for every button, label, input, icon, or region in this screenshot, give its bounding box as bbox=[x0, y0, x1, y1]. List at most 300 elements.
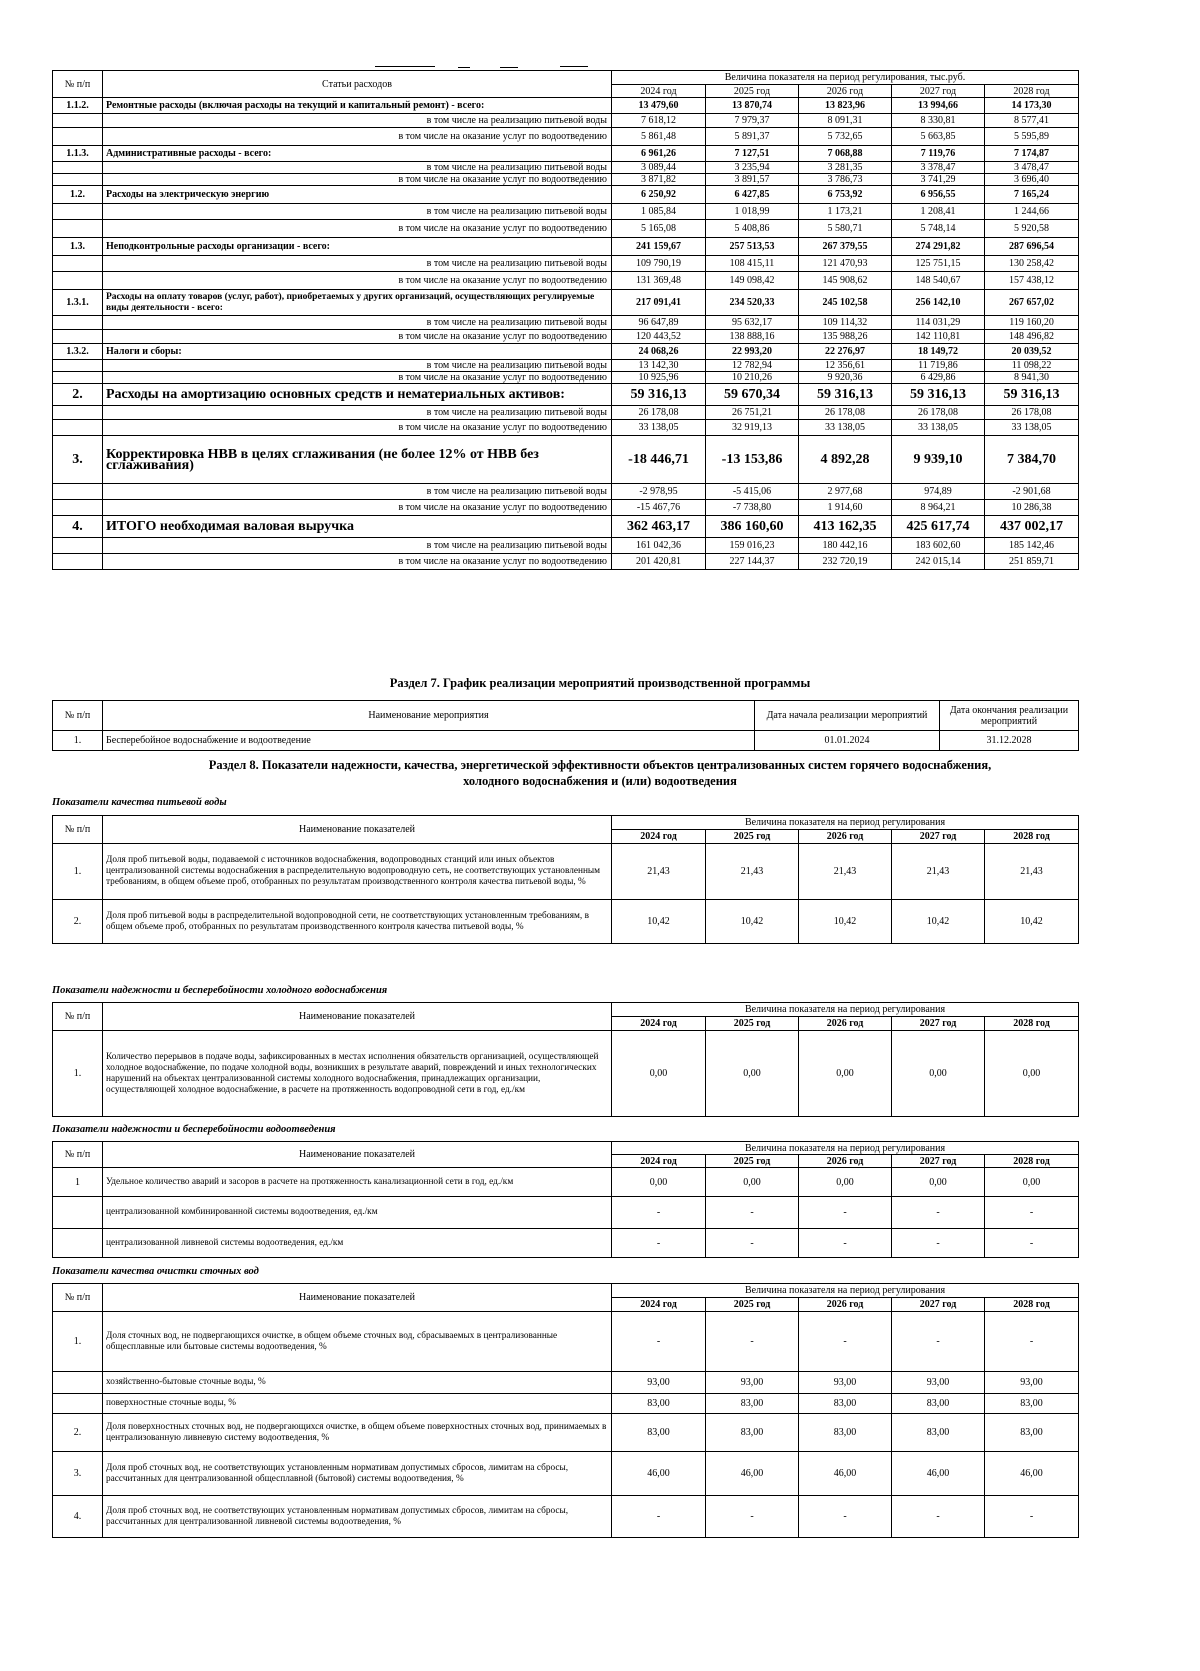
value-cell: 974,89 bbox=[892, 484, 985, 500]
value-cell: 7 174,87 bbox=[985, 146, 1079, 162]
value-cell: 149 098,42 bbox=[706, 272, 799, 290]
cost-row bbox=[53, 360, 1079, 372]
cost-row bbox=[53, 538, 1079, 554]
row-no: 2. bbox=[53, 384, 103, 406]
value-cell: 9 939,10 bbox=[892, 436, 985, 484]
col-period-header: Величина показателя на период регулирования bbox=[612, 1003, 1079, 1017]
row-label: в том числе на оказание услуг по водоотведению bbox=[103, 554, 612, 570]
value-cell: 4 892,28 bbox=[799, 436, 892, 484]
value-cell: 93,00 bbox=[612, 1372, 706, 1394]
value-cell: 183 602,60 bbox=[892, 538, 985, 554]
year-header: 2025 год bbox=[706, 1298, 799, 1312]
row-no bbox=[53, 538, 103, 554]
wastewater-treatment-quality-table bbox=[52, 1283, 1079, 1538]
row-no: 1.3.1. bbox=[53, 290, 103, 316]
value-cell: 3 281,35 bbox=[799, 162, 892, 174]
row-label: Расходы на электрическую энергию bbox=[103, 186, 612, 204]
value-cell: 114 031,29 bbox=[892, 316, 985, 330]
value-cell: 26 178,08 bbox=[892, 406, 985, 420]
col-name-header: Наименование мероприятия bbox=[103, 701, 755, 731]
row-label: в том числе на реализацию питьевой воды bbox=[103, 538, 612, 554]
value-cell: - bbox=[612, 1229, 706, 1258]
t4-subtitle: Показатели качества очистки сточных вод bbox=[52, 1266, 259, 1277]
value-cell: 10,42 bbox=[706, 900, 799, 944]
value-cell: 59 316,13 bbox=[799, 384, 892, 406]
col-no-header: № п/п bbox=[53, 1284, 103, 1312]
value-cell: 83,00 bbox=[799, 1414, 892, 1452]
row-no: 1. bbox=[53, 731, 103, 751]
value-cell: 83,00 bbox=[706, 1414, 799, 1452]
value-cell: 11 719,86 bbox=[892, 360, 985, 372]
table-row bbox=[53, 1414, 1079, 1452]
value-cell: -18 446,71 bbox=[612, 436, 706, 484]
row-label: Административные расходы - всего: bbox=[103, 146, 612, 162]
row-label: Количество перерывов в подаче воды, зафиксированных в местах исполнения обязательств организацией, осуществляющей холодное водоснабжение, по подаче холодной воды, возникших в результате аварий, повреждений и иных технологических нарушений на объектах централизованной системы холодного водоснабжения, принадлежащих организации, осуществляющей холодное водоснабжение, в расчете на протяженность водопроводной сети в год, ед./км bbox=[103, 1031, 612, 1117]
value-cell: 5 595,89 bbox=[985, 128, 1079, 146]
year-header: 2024 год bbox=[612, 85, 706, 98]
t2-subtitle: Показатели надежности и бесперебойности холодного водоснабжения bbox=[52, 985, 388, 996]
cost-row bbox=[53, 420, 1079, 436]
row-no bbox=[53, 360, 103, 372]
cost-row bbox=[53, 174, 1079, 186]
value-cell: 157 438,12 bbox=[985, 272, 1079, 290]
value-cell: 83,00 bbox=[892, 1394, 985, 1414]
value-cell: 5 748,14 bbox=[892, 220, 985, 238]
col-no-header: № п/п bbox=[53, 816, 103, 844]
cost-row bbox=[53, 406, 1079, 420]
value-cell: 0,00 bbox=[892, 1031, 985, 1117]
value-cell: 3 089,44 bbox=[612, 162, 706, 174]
value-cell: 0,00 bbox=[706, 1031, 799, 1117]
value-cell: 3 871,82 bbox=[612, 174, 706, 186]
row-no: 3. bbox=[53, 1452, 103, 1496]
value-cell: 119 160,20 bbox=[985, 316, 1079, 330]
value-cell: 10,42 bbox=[799, 900, 892, 944]
row-label: в том числе на реализацию питьевой воды bbox=[103, 256, 612, 272]
value-cell: 10 210,26 bbox=[706, 372, 799, 384]
row-label: Доля проб питьевой воды в распределительной водопроводной сети, не соответствующих установленным требованиям, в общем объеме проб, отобранных по результатам производственного контроля качества питьевой воды, % bbox=[103, 900, 612, 944]
row-label: Доля проб сточных вод, не соответствующих установленным нормативам допустимых сбросов, лимитам на сбросы, рассчитанных для централизованной общесплавной (бытовой) системы водоотведения, % bbox=[103, 1452, 612, 1496]
value-cell: 121 470,93 bbox=[799, 256, 892, 272]
row-no bbox=[53, 406, 103, 420]
value-cell: 3 741,29 bbox=[892, 174, 985, 186]
row-label: Доля сточных вод, не подвергающихся очистке, в общем объеме сточных вод, сбрасываемых в централизованные общесплавные или бытовые системы водоотведения, % bbox=[103, 1312, 612, 1372]
value-cell: 241 159,67 bbox=[612, 238, 706, 256]
row-no bbox=[53, 1372, 103, 1394]
value-cell: 59 670,34 bbox=[706, 384, 799, 406]
value-cell: 242 015,14 bbox=[892, 554, 985, 570]
table-row bbox=[53, 1496, 1079, 1538]
col-name-header: Наименование показателей bbox=[103, 816, 612, 844]
value-cell: 22 276,97 bbox=[799, 344, 892, 360]
value-cell: 251 859,71 bbox=[985, 554, 1079, 570]
value-cell: 46,00 bbox=[706, 1452, 799, 1496]
value-cell: 11 098,22 bbox=[985, 360, 1079, 372]
value-cell: 32 919,13 bbox=[706, 420, 799, 436]
row-no: 1 bbox=[53, 1168, 103, 1197]
cost-row bbox=[53, 330, 1079, 344]
drinking-water-quality-table bbox=[52, 815, 1079, 944]
value-cell: 0,00 bbox=[612, 1031, 706, 1117]
value-cell: 83,00 bbox=[799, 1394, 892, 1414]
value-cell: 7 979,37 bbox=[706, 114, 799, 128]
year-header: 2028 год bbox=[985, 1017, 1079, 1031]
year-header: 2025 год bbox=[706, 1155, 799, 1168]
section8-title-line2: холодного водоснабжения и (или) водоотведения bbox=[463, 774, 737, 788]
row-label: хозяйственно-бытовые сточные воды, % bbox=[103, 1372, 612, 1394]
value-cell: 5 580,71 bbox=[799, 220, 892, 238]
year-header: 2025 год bbox=[706, 830, 799, 844]
value-cell: 256 142,10 bbox=[892, 290, 985, 316]
value-cell: -15 467,76 bbox=[612, 500, 706, 516]
row-no bbox=[53, 220, 103, 238]
row-no: 1.3.2. bbox=[53, 344, 103, 360]
value-cell: 13 870,74 bbox=[706, 98, 799, 114]
cost-row bbox=[53, 484, 1079, 500]
value-cell: 3 478,47 bbox=[985, 162, 1079, 174]
value-cell: 10,42 bbox=[985, 900, 1079, 944]
value-cell: 2 977,68 bbox=[799, 484, 892, 500]
value-cell: 59 316,13 bbox=[892, 384, 985, 406]
year-header: 2027 год bbox=[892, 85, 985, 98]
row-no bbox=[53, 372, 103, 384]
value-cell: 274 291,82 bbox=[892, 238, 985, 256]
col-name-header: Наименование показателей bbox=[103, 1284, 612, 1312]
value-cell: 437 002,17 bbox=[985, 516, 1079, 538]
value-cell: 3 235,94 bbox=[706, 162, 799, 174]
row-no bbox=[53, 256, 103, 272]
row-no: 1. bbox=[53, 1031, 103, 1117]
value-cell: 5 408,86 bbox=[706, 220, 799, 238]
row-no: 2. bbox=[53, 1414, 103, 1452]
row-no: 1.1.2. bbox=[53, 98, 103, 114]
table-row bbox=[53, 1452, 1079, 1496]
value-cell: 7 119,76 bbox=[892, 146, 985, 162]
value-cell: 10 286,38 bbox=[985, 500, 1079, 516]
row-label: в том числе на реализацию питьевой воды bbox=[103, 484, 612, 500]
value-cell: 93,00 bbox=[985, 1372, 1079, 1394]
col-period-header: Величина показателя на период регулирования bbox=[612, 816, 1079, 830]
value-cell: 26 178,08 bbox=[612, 406, 706, 420]
value-cell: - bbox=[985, 1197, 1079, 1229]
row-no: 1.2. bbox=[53, 186, 103, 204]
value-cell: 0,00 bbox=[706, 1168, 799, 1197]
cost-row bbox=[53, 114, 1079, 128]
value-cell: 12 782,94 bbox=[706, 360, 799, 372]
value-cell: -7 738,80 bbox=[706, 500, 799, 516]
row-no: 1.1.3. bbox=[53, 146, 103, 162]
value-cell: 1 914,60 bbox=[799, 500, 892, 516]
row-no bbox=[53, 114, 103, 128]
row-label: поверхностные сточные воды, % bbox=[103, 1394, 612, 1414]
table-row bbox=[53, 1312, 1079, 1372]
year-header: 2028 год bbox=[985, 1298, 1079, 1312]
table-row bbox=[53, 844, 1079, 900]
row-label: в том числе на реализацию питьевой воды bbox=[103, 114, 612, 128]
cold-water-reliability-table bbox=[52, 1002, 1079, 1117]
value-cell: 12 356,61 bbox=[799, 360, 892, 372]
row-start-date: 01.01.2024 bbox=[755, 731, 940, 751]
value-cell: 5 663,85 bbox=[892, 128, 985, 146]
value-cell: 1 085,84 bbox=[612, 204, 706, 220]
cost-row bbox=[53, 554, 1079, 570]
row-label: Неподконтрольные расходы организации - всего: bbox=[103, 238, 612, 256]
cost-row bbox=[53, 516, 1079, 538]
value-cell: 6 753,92 bbox=[799, 186, 892, 204]
col-period-header: Величина показателя на период регулирования bbox=[612, 1284, 1079, 1298]
value-cell: 6 961,26 bbox=[612, 146, 706, 162]
year-header: 2027 год bbox=[892, 1017, 985, 1031]
value-cell: 362 463,17 bbox=[612, 516, 706, 538]
row-label: Удельное количество аварий и засоров в расчете на протяженность канализационной сети в год, ед./км bbox=[103, 1168, 612, 1197]
value-cell: 267 379,55 bbox=[799, 238, 892, 256]
row-label: Расходы на амортизацию основных средств и нематериальных активов: bbox=[103, 384, 612, 406]
row-label: ИТОГО необходимая валовая выручка bbox=[103, 516, 612, 538]
value-cell: - bbox=[612, 1312, 706, 1372]
value-cell: 13 142,30 bbox=[612, 360, 706, 372]
cost-row bbox=[53, 384, 1079, 406]
col-name-header: Наименование показателей bbox=[103, 1003, 612, 1031]
year-header: 2025 год bbox=[706, 1017, 799, 1031]
value-cell: 159 016,23 bbox=[706, 538, 799, 554]
value-cell: 185 142,46 bbox=[985, 538, 1079, 554]
value-cell: 3 378,47 bbox=[892, 162, 985, 174]
value-cell: 8 577,41 bbox=[985, 114, 1079, 128]
value-cell: 234 520,33 bbox=[706, 290, 799, 316]
value-cell: 120 443,52 bbox=[612, 330, 706, 344]
cost-row bbox=[53, 186, 1079, 204]
value-cell: 26 178,08 bbox=[799, 406, 892, 420]
section7-title: Раздел 7. График реализации мероприятий производственной программы bbox=[389, 676, 811, 690]
header-rule bbox=[560, 66, 588, 67]
value-cell: 5 891,37 bbox=[706, 128, 799, 146]
value-cell: 0,00 bbox=[892, 1168, 985, 1197]
value-cell: - bbox=[706, 1197, 799, 1229]
value-cell: 59 316,13 bbox=[985, 384, 1079, 406]
value-cell: 8 964,21 bbox=[892, 500, 985, 516]
col-end-header: Дата окончания реализации мероприятий bbox=[940, 701, 1079, 731]
table-row bbox=[53, 900, 1079, 944]
year-header: 2028 год bbox=[985, 1155, 1079, 1168]
value-cell: 10 925,96 bbox=[612, 372, 706, 384]
row-label: Ремонтные расходы (включая расходы на текущий и капитальный ремонт) - всего: bbox=[103, 98, 612, 114]
value-cell: 22 993,20 bbox=[706, 344, 799, 360]
t1-subtitle: Показатели качества питьевой воды bbox=[52, 797, 227, 808]
row-label: централизованной комбинированной системы водоотведения, ед./км bbox=[103, 1197, 612, 1229]
value-cell: 0,00 bbox=[799, 1168, 892, 1197]
row-label: в том числе на оказание услуг по водоотведению bbox=[103, 220, 612, 238]
value-cell: 125 751,15 bbox=[892, 256, 985, 272]
value-cell: 93,00 bbox=[706, 1372, 799, 1394]
value-cell: 1 244,66 bbox=[985, 204, 1079, 220]
value-cell: 5 732,65 bbox=[799, 128, 892, 146]
table-row bbox=[53, 1229, 1079, 1258]
row-label: в том числе на оказание услуг по водоотведению bbox=[103, 372, 612, 384]
col-no-header: № п/п bbox=[53, 701, 103, 731]
row-label: в том числе на оказание услуг по водоотведению bbox=[103, 272, 612, 290]
value-cell: 5 165,08 bbox=[612, 220, 706, 238]
cost-row bbox=[53, 98, 1079, 114]
value-cell: 96 647,89 bbox=[612, 316, 706, 330]
value-cell: 13 823,96 bbox=[799, 98, 892, 114]
cost-row bbox=[53, 500, 1079, 516]
row-label: в том числе на оказание услуг по водоотведению bbox=[103, 174, 612, 186]
table-row bbox=[53, 1394, 1079, 1414]
value-cell: 21,43 bbox=[799, 844, 892, 900]
value-cell: 21,43 bbox=[892, 844, 985, 900]
section8-title-line1: Раздел 8. Показатели надежности, качества, энергетической эффективности объектов централизованных систем горячего водоснабжения, bbox=[208, 758, 992, 772]
value-cell: 8 091,31 bbox=[799, 114, 892, 128]
row-label: в том числе на реализацию питьевой воды bbox=[103, 204, 612, 220]
year-header: 2026 год bbox=[799, 1155, 892, 1168]
row-label: в том числе на реализацию питьевой воды bbox=[103, 316, 612, 330]
row-label: централизованной ливневой системы водоотведения, ед./км bbox=[103, 1229, 612, 1258]
row-label: в том числе на оказание услуг по водоотведению bbox=[103, 500, 612, 516]
row-no: 1. bbox=[53, 844, 103, 900]
year-header: 2026 год bbox=[799, 1298, 892, 1312]
value-cell: 201 420,81 bbox=[612, 554, 706, 570]
year-header: 2024 год bbox=[612, 1155, 706, 1168]
row-no bbox=[53, 330, 103, 344]
cost-row bbox=[53, 162, 1079, 174]
value-cell: 108 415,11 bbox=[706, 256, 799, 272]
value-cell: 413 162,35 bbox=[799, 516, 892, 538]
value-cell: 7 618,12 bbox=[612, 114, 706, 128]
value-cell: 26 178,08 bbox=[985, 406, 1079, 420]
cost-row bbox=[53, 128, 1079, 146]
table-row bbox=[53, 1197, 1079, 1229]
cost-row bbox=[53, 256, 1079, 272]
value-cell: 33 138,05 bbox=[612, 420, 706, 436]
value-cell: 33 138,05 bbox=[892, 420, 985, 436]
value-cell: - bbox=[892, 1496, 985, 1538]
value-cell: 135 988,26 bbox=[799, 330, 892, 344]
cost-row bbox=[53, 436, 1079, 484]
table-row bbox=[53, 1168, 1079, 1197]
value-cell: 142 110,81 bbox=[892, 330, 985, 344]
row-no bbox=[53, 554, 103, 570]
value-cell: 245 102,58 bbox=[799, 290, 892, 316]
year-header: 2026 год bbox=[799, 1017, 892, 1031]
cost-row bbox=[53, 204, 1079, 220]
value-cell: 46,00 bbox=[985, 1452, 1079, 1496]
row-no bbox=[53, 272, 103, 290]
value-cell: 227 144,37 bbox=[706, 554, 799, 570]
value-cell: 21,43 bbox=[706, 844, 799, 900]
row-no: 2. bbox=[53, 900, 103, 944]
value-cell: - bbox=[612, 1197, 706, 1229]
table-row bbox=[53, 1372, 1079, 1394]
row-end-date: 31.12.2028 bbox=[940, 731, 1079, 751]
value-cell: 10,42 bbox=[612, 900, 706, 944]
value-cell: 3 696,40 bbox=[985, 174, 1079, 186]
row-label: Корректировка НВВ в целях сглаживания (не более 12% от НВВ без сглаживания) bbox=[103, 436, 612, 484]
row-label: в том числе на реализацию питьевой воды bbox=[103, 360, 612, 372]
value-cell: - bbox=[892, 1197, 985, 1229]
section7-table bbox=[52, 700, 1079, 751]
value-cell: - bbox=[706, 1229, 799, 1258]
cost-row bbox=[53, 316, 1079, 330]
value-cell: 93,00 bbox=[892, 1372, 985, 1394]
value-cell: -2 978,95 bbox=[612, 484, 706, 500]
value-cell: 232 720,19 bbox=[799, 554, 892, 570]
value-cell: 130 258,42 bbox=[985, 256, 1079, 272]
year-header: 2024 год bbox=[612, 830, 706, 844]
value-cell: - bbox=[799, 1197, 892, 1229]
value-cell: 148 496,82 bbox=[985, 330, 1079, 344]
value-cell: 386 160,60 bbox=[706, 516, 799, 538]
value-cell: 7 165,24 bbox=[985, 186, 1079, 204]
t3-subtitle: Показатели надежности и бесперебойности водоотведения bbox=[52, 1124, 336, 1135]
value-cell: 59 316,13 bbox=[612, 384, 706, 406]
value-cell: 14 173,30 bbox=[985, 98, 1079, 114]
value-cell: 109 114,32 bbox=[799, 316, 892, 330]
value-cell: 33 138,05 bbox=[985, 420, 1079, 436]
value-cell: 46,00 bbox=[799, 1452, 892, 1496]
value-cell: 83,00 bbox=[985, 1394, 1079, 1414]
row-label: Доля поверхностных сточных вод, не подвергающихся очистке, в общем объеме поверхностных сточных вод, принимаемых в централизованную ливневую систему водоотведения, % bbox=[103, 1414, 612, 1452]
year-header: 2025 год bbox=[706, 85, 799, 98]
row-label: в том числе на оказание услуг по водоотведению bbox=[103, 128, 612, 146]
year-header: 2026 год bbox=[799, 830, 892, 844]
row-label: Доля проб питьевой воды, подаваемой с источников водоснабжения, водопроводных станций или иных объектов централизованной системы водоснабжения в распределительную водопроводную сеть, не соответствующих установленным требованиям, в общем объеме проб, отобранных по результатам производственного контроля качества питьевой воды, % bbox=[103, 844, 612, 900]
row-no bbox=[53, 316, 103, 330]
row-no bbox=[53, 162, 103, 174]
row-no: 4. bbox=[53, 516, 103, 538]
value-cell: 109 790,19 bbox=[612, 256, 706, 272]
value-cell: 10,42 bbox=[892, 900, 985, 944]
value-cell: 3 891,57 bbox=[706, 174, 799, 186]
value-cell: 83,00 bbox=[985, 1414, 1079, 1452]
table-row bbox=[53, 1031, 1079, 1117]
row-no bbox=[53, 174, 103, 186]
row-label: в том числе на оказание услуг по водоотведению bbox=[103, 420, 612, 436]
value-cell: 5 920,58 bbox=[985, 220, 1079, 238]
col-name-header: Наименование показателей bbox=[103, 1142, 612, 1168]
value-cell: 18 149,72 bbox=[892, 344, 985, 360]
col-no-header: № п/п bbox=[53, 1142, 103, 1168]
value-cell: 0,00 bbox=[985, 1031, 1079, 1117]
value-cell: 95 632,17 bbox=[706, 316, 799, 330]
value-cell: 3 786,73 bbox=[799, 174, 892, 186]
value-cell: 9 920,36 bbox=[799, 372, 892, 384]
year-header: 2024 год bbox=[612, 1298, 706, 1312]
row-no: 4. bbox=[53, 1496, 103, 1538]
value-cell: 217 091,41 bbox=[612, 290, 706, 316]
value-cell: 26 751,21 bbox=[706, 406, 799, 420]
cost-row bbox=[53, 372, 1079, 384]
cost-items-table bbox=[52, 70, 1079, 570]
value-cell: 8 330,81 bbox=[892, 114, 985, 128]
value-cell: 6 427,85 bbox=[706, 186, 799, 204]
value-cell: 425 617,74 bbox=[892, 516, 985, 538]
year-header: 2028 год bbox=[985, 830, 1079, 844]
value-cell: - bbox=[799, 1312, 892, 1372]
value-cell: - bbox=[706, 1496, 799, 1538]
value-cell: 267 657,02 bbox=[985, 290, 1079, 316]
year-header: 2027 год bbox=[892, 1155, 985, 1168]
col-no-header: № п/п bbox=[53, 71, 103, 98]
value-cell: - bbox=[985, 1496, 1079, 1538]
value-cell: 83,00 bbox=[706, 1394, 799, 1414]
value-cell: 5 861,48 bbox=[612, 128, 706, 146]
value-cell: 21,43 bbox=[985, 844, 1079, 900]
row-label: в том числе на оказание услуг по водоотведению bbox=[103, 330, 612, 344]
value-cell: - bbox=[799, 1229, 892, 1258]
value-cell: 180 442,16 bbox=[799, 538, 892, 554]
value-cell: 6 429,86 bbox=[892, 372, 985, 384]
row-no bbox=[53, 1394, 103, 1414]
